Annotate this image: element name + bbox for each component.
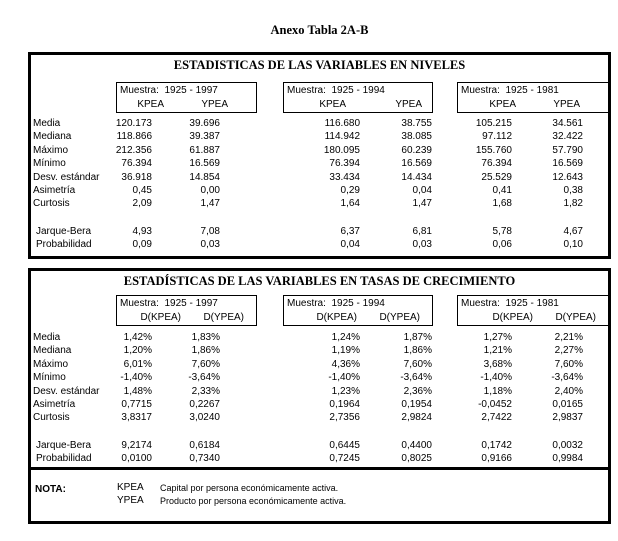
cell-value: 1,64 [340, 198, 360, 210]
table-row [31, 239, 608, 252]
cell-value: 120.173 [115, 118, 152, 129]
cell-value: 7,08 [200, 225, 220, 237]
column-header-dypea: D(YPEA) [379, 312, 420, 323]
cell-value: 38.085 [401, 131, 432, 143]
column-header-dkpea: D(KPEA) [492, 312, 533, 323]
cell-value: -3,64% [551, 372, 583, 384]
table-row [31, 399, 608, 412]
cell-value: 2,36% [403, 385, 432, 397]
cell-value: 0,10 [563, 239, 583, 251]
cell-value: 2,21% [554, 332, 583, 343]
cell-value: 5,78 [492, 225, 512, 237]
sample-header-box-1994 [283, 82, 433, 113]
cell-value: 0,09 [132, 239, 152, 251]
cell-value: 3,0240 [189, 412, 220, 424]
cell-value: 0,1742 [481, 439, 512, 451]
cell-value: 32.422 [552, 131, 583, 143]
nota-term: YPEA [117, 495, 144, 506]
row-label: Curtosis [33, 412, 70, 424]
cell-value: 34.561 [552, 118, 583, 129]
cell-value: 0,0032 [552, 439, 583, 451]
column-header-ypea: YPEA [201, 99, 228, 110]
nota-definition: Capital por persona económicamente activa. [160, 483, 339, 493]
cell-value: 0,4400 [401, 439, 432, 451]
row-label: Jarque-Bera [36, 439, 92, 451]
table-row [31, 118, 608, 131]
sample-header-box-1994 [283, 295, 433, 326]
row-label: Mediana [33, 131, 72, 143]
cell-value: 2,40% [554, 385, 583, 397]
table-row [31, 332, 608, 345]
table-row [31, 440, 608, 453]
sample-label: Muestra: 1925 - 1994 [287, 85, 385, 96]
cell-value: 16.569 [189, 158, 220, 170]
cell-value: 0,38 [563, 184, 583, 196]
cell-value: 114.942 [324, 131, 360, 143]
cell-value: 0,03 [412, 239, 432, 251]
cell-value: -3,64% [400, 372, 432, 384]
cell-value: 1,68 [492, 198, 512, 210]
cell-value: 97.112 [482, 131, 512, 143]
column-header-ypea: YPEA [553, 99, 580, 110]
table-row [31, 145, 608, 158]
cell-value: 0,45 [132, 184, 152, 196]
table-row [31, 131, 608, 144]
cell-value: 1,83% [191, 332, 220, 343]
cell-value: 76.394 [121, 158, 152, 170]
sample-header-box-1981 [457, 82, 609, 113]
sample-header-box-1997 [116, 295, 257, 326]
table-niveles-rows [31, 118, 608, 253]
cell-value: 0,1964 [329, 398, 360, 410]
cell-value: 0,6445 [329, 439, 360, 451]
column-header-dypea: D(YPEA) [203, 312, 244, 323]
cell-value: -1,40% [328, 372, 360, 384]
row-label: Asimetría [33, 398, 76, 410]
cell-value: 0,0165 [552, 398, 583, 410]
column-header-ypea: YPEA [395, 99, 422, 110]
cell-value: 1,86% [403, 345, 432, 357]
cell-value: 1,23% [331, 385, 360, 397]
row-label: Probabilidad [36, 239, 92, 251]
cell-value: 4,36% [331, 358, 360, 370]
cell-value: 1,86% [191, 345, 220, 357]
sample-header-box-1981 [457, 295, 609, 326]
cell-value: 0,04 [412, 184, 432, 196]
row-label: Desv. estándar [33, 171, 100, 183]
sample-label: Muestra: 1925 - 1997 [120, 85, 218, 96]
table-tasas-rows [31, 332, 608, 467]
table-row [31, 185, 608, 198]
cell-value: 2,27% [554, 345, 583, 357]
cell-value: 1,82 [563, 198, 583, 210]
cell-value: 16.569 [401, 158, 432, 170]
row-label: Jarque-Bera [36, 225, 92, 237]
cell-value: 12.643 [552, 171, 583, 183]
cell-value: 4,67 [563, 225, 583, 237]
cell-value: 6,01% [123, 358, 152, 370]
cell-value: 0,7715 [121, 398, 152, 410]
column-header-dypea: D(YPEA) [555, 312, 596, 323]
cell-value: 1,19% [331, 345, 360, 357]
cell-value: 9,2174 [121, 439, 152, 451]
cell-value: 0,04 [340, 239, 360, 251]
cell-value: 60.239 [401, 144, 432, 156]
table-row [31, 158, 608, 171]
cell-value: 6,37 [340, 225, 360, 237]
table-row [31, 359, 608, 372]
row-label: Curtosis [33, 198, 70, 210]
row-label: Mínimo [33, 158, 66, 170]
cell-value: 0,7340 [189, 453, 220, 465]
page-title: Anexo Tabla 2A-B [270, 23, 369, 37]
cell-value: 36.918 [121, 171, 152, 183]
cell-value: 0,41 [492, 184, 512, 196]
row-label: Mediana [33, 345, 72, 357]
sample-label: Muestra: 1925 - 1997 [120, 298, 218, 309]
sample-label: Muestra: 1925 - 1981 [461, 85, 559, 96]
cell-value: 1,27% [483, 332, 512, 343]
column-header-kpea: KPEA [137, 99, 164, 110]
row-label: Media [33, 118, 61, 129]
cell-value: 0,29 [340, 184, 360, 196]
row-label: Desv. estándar [33, 385, 100, 397]
cell-value: 0,9984 [552, 453, 583, 465]
cell-value: 0,7245 [329, 453, 360, 465]
cell-value: 39.387 [189, 131, 220, 143]
nota-label: NOTA: [35, 484, 66, 495]
cell-value: 1,47 [412, 198, 432, 210]
column-header-dkpea: D(KPEA) [140, 312, 181, 323]
row-label: Máximo [33, 358, 69, 370]
column-header-kpea: KPEA [319, 99, 346, 110]
table-row [31, 226, 608, 239]
cell-value: 2,33% [191, 385, 220, 397]
table-niveles-panel [28, 52, 611, 259]
cell-value: 0,1954 [401, 398, 432, 410]
cell-value: -0,0452 [478, 398, 512, 410]
cell-value: 1,24% [331, 332, 360, 343]
cell-value: 39.696 [189, 118, 220, 129]
cell-value: 2,9837 [552, 412, 583, 424]
column-header-dkpea: D(KPEA) [316, 312, 357, 323]
cell-value: 0,2267 [189, 398, 220, 410]
cell-value: 0,0100 [121, 453, 152, 465]
cell-value: 7,60% [191, 358, 220, 370]
nota-term: KPEA [117, 482, 144, 493]
cell-value: 105.215 [475, 118, 512, 129]
cell-value: 3,8317 [121, 412, 152, 424]
sample-label: Muestra: 1925 - 1994 [287, 298, 385, 309]
cell-value: 1,21% [483, 345, 512, 357]
table-row [31, 198, 608, 211]
cell-value: 14.434 [401, 171, 432, 183]
cell-value: 76.394 [481, 158, 512, 170]
column-header-kpea: KPEA [489, 99, 516, 110]
cell-value: 6,81 [412, 225, 432, 237]
cell-value: 38.755 [401, 118, 432, 129]
cell-value: 1,48% [123, 385, 152, 397]
cell-value: 33.434 [329, 171, 360, 183]
row-label: Asimetría [33, 184, 76, 196]
cell-value: 2,9824 [401, 412, 432, 424]
cell-value: 2,7356 [329, 412, 360, 424]
table-tasas-panel [28, 268, 611, 470]
table-row [31, 386, 608, 399]
row-label: Media [33, 332, 61, 343]
sample-header-box-1997 [116, 82, 257, 113]
cell-value: 0,03 [200, 239, 220, 251]
cell-value: 25.529 [481, 171, 512, 183]
cell-value: 1,47 [200, 198, 220, 210]
cell-value: 16.569 [552, 158, 583, 170]
cell-value: 7,60% [403, 358, 432, 370]
cell-value: 57.790 [552, 144, 583, 156]
cell-value: 3,68% [483, 358, 512, 370]
cell-value: -1,40% [120, 372, 152, 384]
cell-value: 116.680 [324, 118, 360, 129]
cell-value: 212.356 [115, 144, 152, 156]
cell-value: -3,64% [188, 372, 220, 384]
row-label: Mínimo [33, 372, 66, 384]
cell-value: 180.095 [323, 144, 360, 156]
cell-value: 1,20% [123, 345, 152, 357]
cell-value: 14.854 [189, 171, 220, 183]
row-label: Máximo [33, 144, 69, 156]
cell-value: 1,87% [403, 332, 432, 343]
cell-value: 1,42% [123, 332, 152, 343]
table-niveles-title: ESTADISTICAS DE LAS VARIABLES EN NIVELES [173, 58, 466, 72]
table-row [31, 412, 608, 425]
cell-value: 2,09 [132, 198, 152, 210]
cell-value: 0,9166 [481, 453, 512, 465]
nota-panel [28, 467, 611, 524]
cell-value: 0,06 [492, 239, 512, 251]
table-row [31, 372, 608, 385]
row-label: Probabilidad [36, 453, 92, 465]
cell-value: -1,40% [480, 372, 512, 384]
sample-label: Muestra: 1925 - 1981 [461, 298, 559, 309]
cell-value: 1,18% [483, 385, 512, 397]
cell-value: 0,6184 [189, 439, 220, 451]
cell-value: 155.760 [475, 144, 512, 156]
table-row [31, 453, 608, 466]
table-row [31, 345, 608, 358]
table-tasas-title: ESTADÍSTICAS DE LAS VARIABLES EN TASAS DE CRECIMIENTO [123, 274, 516, 288]
cell-value: 76.394 [329, 158, 360, 170]
cell-value: 2,7422 [481, 412, 512, 424]
table-row [31, 172, 608, 185]
cell-value: 118.866 [116, 131, 152, 143]
cell-value: 61.887 [189, 144, 220, 156]
nota-definition: Producto por persona económicamente activa. [160, 496, 347, 506]
cell-value: 4,93 [132, 225, 152, 237]
cell-value: 0,8025 [401, 453, 432, 465]
cell-value: 0,00 [200, 184, 220, 196]
cell-value: 7,60% [554, 358, 583, 370]
